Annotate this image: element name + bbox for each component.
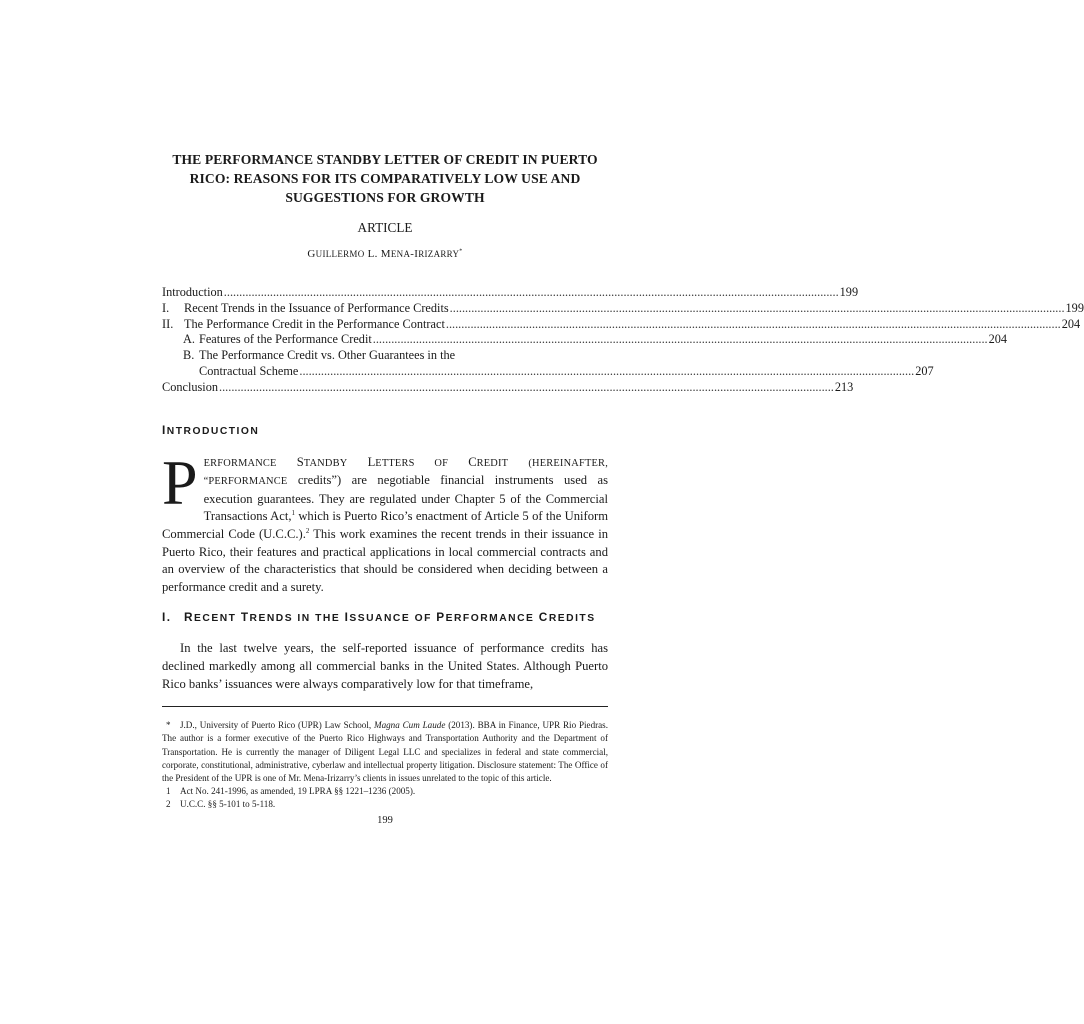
title-line-1: THE PERFORMANCE STANDBY LETTER OF CREDIT IN PUERTO xyxy=(172,152,598,167)
toc-entry-introduction[interactable]: Introduction ........................................................................................................................................................................................................ 199 xyxy=(162,285,859,299)
toc-leader: ........................................................................................................................................................................................................ xyxy=(445,316,1061,331)
footnote-2: 2 U.C.C. §§ 5-101 to 5-118. xyxy=(166,799,276,810)
toc-entry-section-2b-continued[interactable]: Contractual Scheme ........................................................................................................................................................................................................ 207 xyxy=(199,363,934,378)
author-footnote-mark: * xyxy=(459,248,463,255)
toc-entry-section-1[interactable]: I. Recent Trends in the Issuance of Performance Credits ........................................................................................................................................................................................................ 199 xyxy=(162,300,1084,315)
page-number: 199 xyxy=(377,814,393,826)
toc-entry-section-2b[interactable]: B. The Performance Credit vs. Other Guarantees in the xyxy=(183,348,456,363)
toc-leader: ........................................................................................................................................................................................................ xyxy=(449,300,1065,315)
toc-entry-section-2[interactable]: II. The Performance Credit in the Performance Contract ........................................................................................................................................................................................................ 204 xyxy=(162,316,1081,331)
page xyxy=(162,150,1084,826)
toc-leader: ........................................................................................................................................................................................................ xyxy=(223,285,839,299)
title-line-2: RICO: REASONS FOR ITS COMPARATIVELY LOW USE AND xyxy=(189,171,581,186)
section-1-paragraph: In the last twelve years, the self-reported issuance of performance credits has declined markedly among all commercial banks in the United States. Although Puerto Rico banks’ issuances were always comparatively low for that timeframe, xyxy=(162,641,608,691)
footnote-author: * J.D., University of Puerto Rico (UPR) Law School, Magna Cum Laude (2013). BBA in Finance, UPR Rio Piedras. The author is a former executive of the Puerto Rico Highways and Transportation Authority and the Department of Transportation. He is currently the manager of Diligent Legal LLC and specializes in federal and state commercial, corporate, constitutional, administrative, cyberlaw and intellectual property litigation. Disclosure statement: The Office of the President of the UPR is one of Mr. Mena-Irizarry’s clients in issues unrelated to the topic of this article. xyxy=(162,720,608,783)
title-line-3: SUGGESTIONS FOR GROWTH xyxy=(285,190,485,205)
footnote-ref-1[interactable]: 1 xyxy=(291,509,295,518)
introduction-paragraph: PERFORMANCE STANDBY LETTERS OF CREDIT (HEREINAFTER, “PERFORMANCE credits”) are negotiable financial instruments used as execution guarantees. They are regulated under Chapter 5 of the Commercial Transactions Act,$^1$ which is Puerto Rico’s enactment of Article 5 of the Uniform Commercial Code (U.C.C.).$^2$ This work examines the recent trends in their issuance in Puerto Rico, their features and practical applications in local commercial contracts and an overview of the characteristics that should be considered when deciding between a performance credit and a surety. xyxy=(162,446,609,594)
toc-entry-conclusion[interactable]: Conclusion ........................................................................................................................................................................................................ 213 xyxy=(162,379,854,394)
table-of-contents xyxy=(162,285,1084,396)
footnote-divider xyxy=(162,706,608,707)
article-type-label: ARTICLE xyxy=(357,220,413,235)
drop-cap: P xyxy=(162,446,198,518)
toc-leader: ........................................................................................................................................................................................................ xyxy=(219,379,834,394)
footnotes xyxy=(162,719,608,811)
toc-leader: ........................................................................................................................................................................................................ xyxy=(299,363,915,378)
introduction-heading: INTRODUCTION xyxy=(162,422,260,437)
section-1-heading: I. RECENT TRENDS IN THE ISSUANCE OF PERFORMANCE CREDITS xyxy=(162,610,596,625)
footnote-1: 1 Act No. 241-1996, as amended, 19 LPRA §§ 1221–1236 (2005). xyxy=(166,786,416,797)
toc-entry-section-2a[interactable]: A. Features of the Performance Credit ........................................................................................................................................................................................................ 204 xyxy=(183,332,1008,347)
author-name: GUILLERMO L. MENA-IRIZARRY* xyxy=(307,248,463,260)
toc-leader: ........................................................................................................................................................................................................ xyxy=(372,332,988,347)
article-title xyxy=(162,150,608,207)
footnote-ref-2[interactable]: 2 xyxy=(305,526,310,535)
